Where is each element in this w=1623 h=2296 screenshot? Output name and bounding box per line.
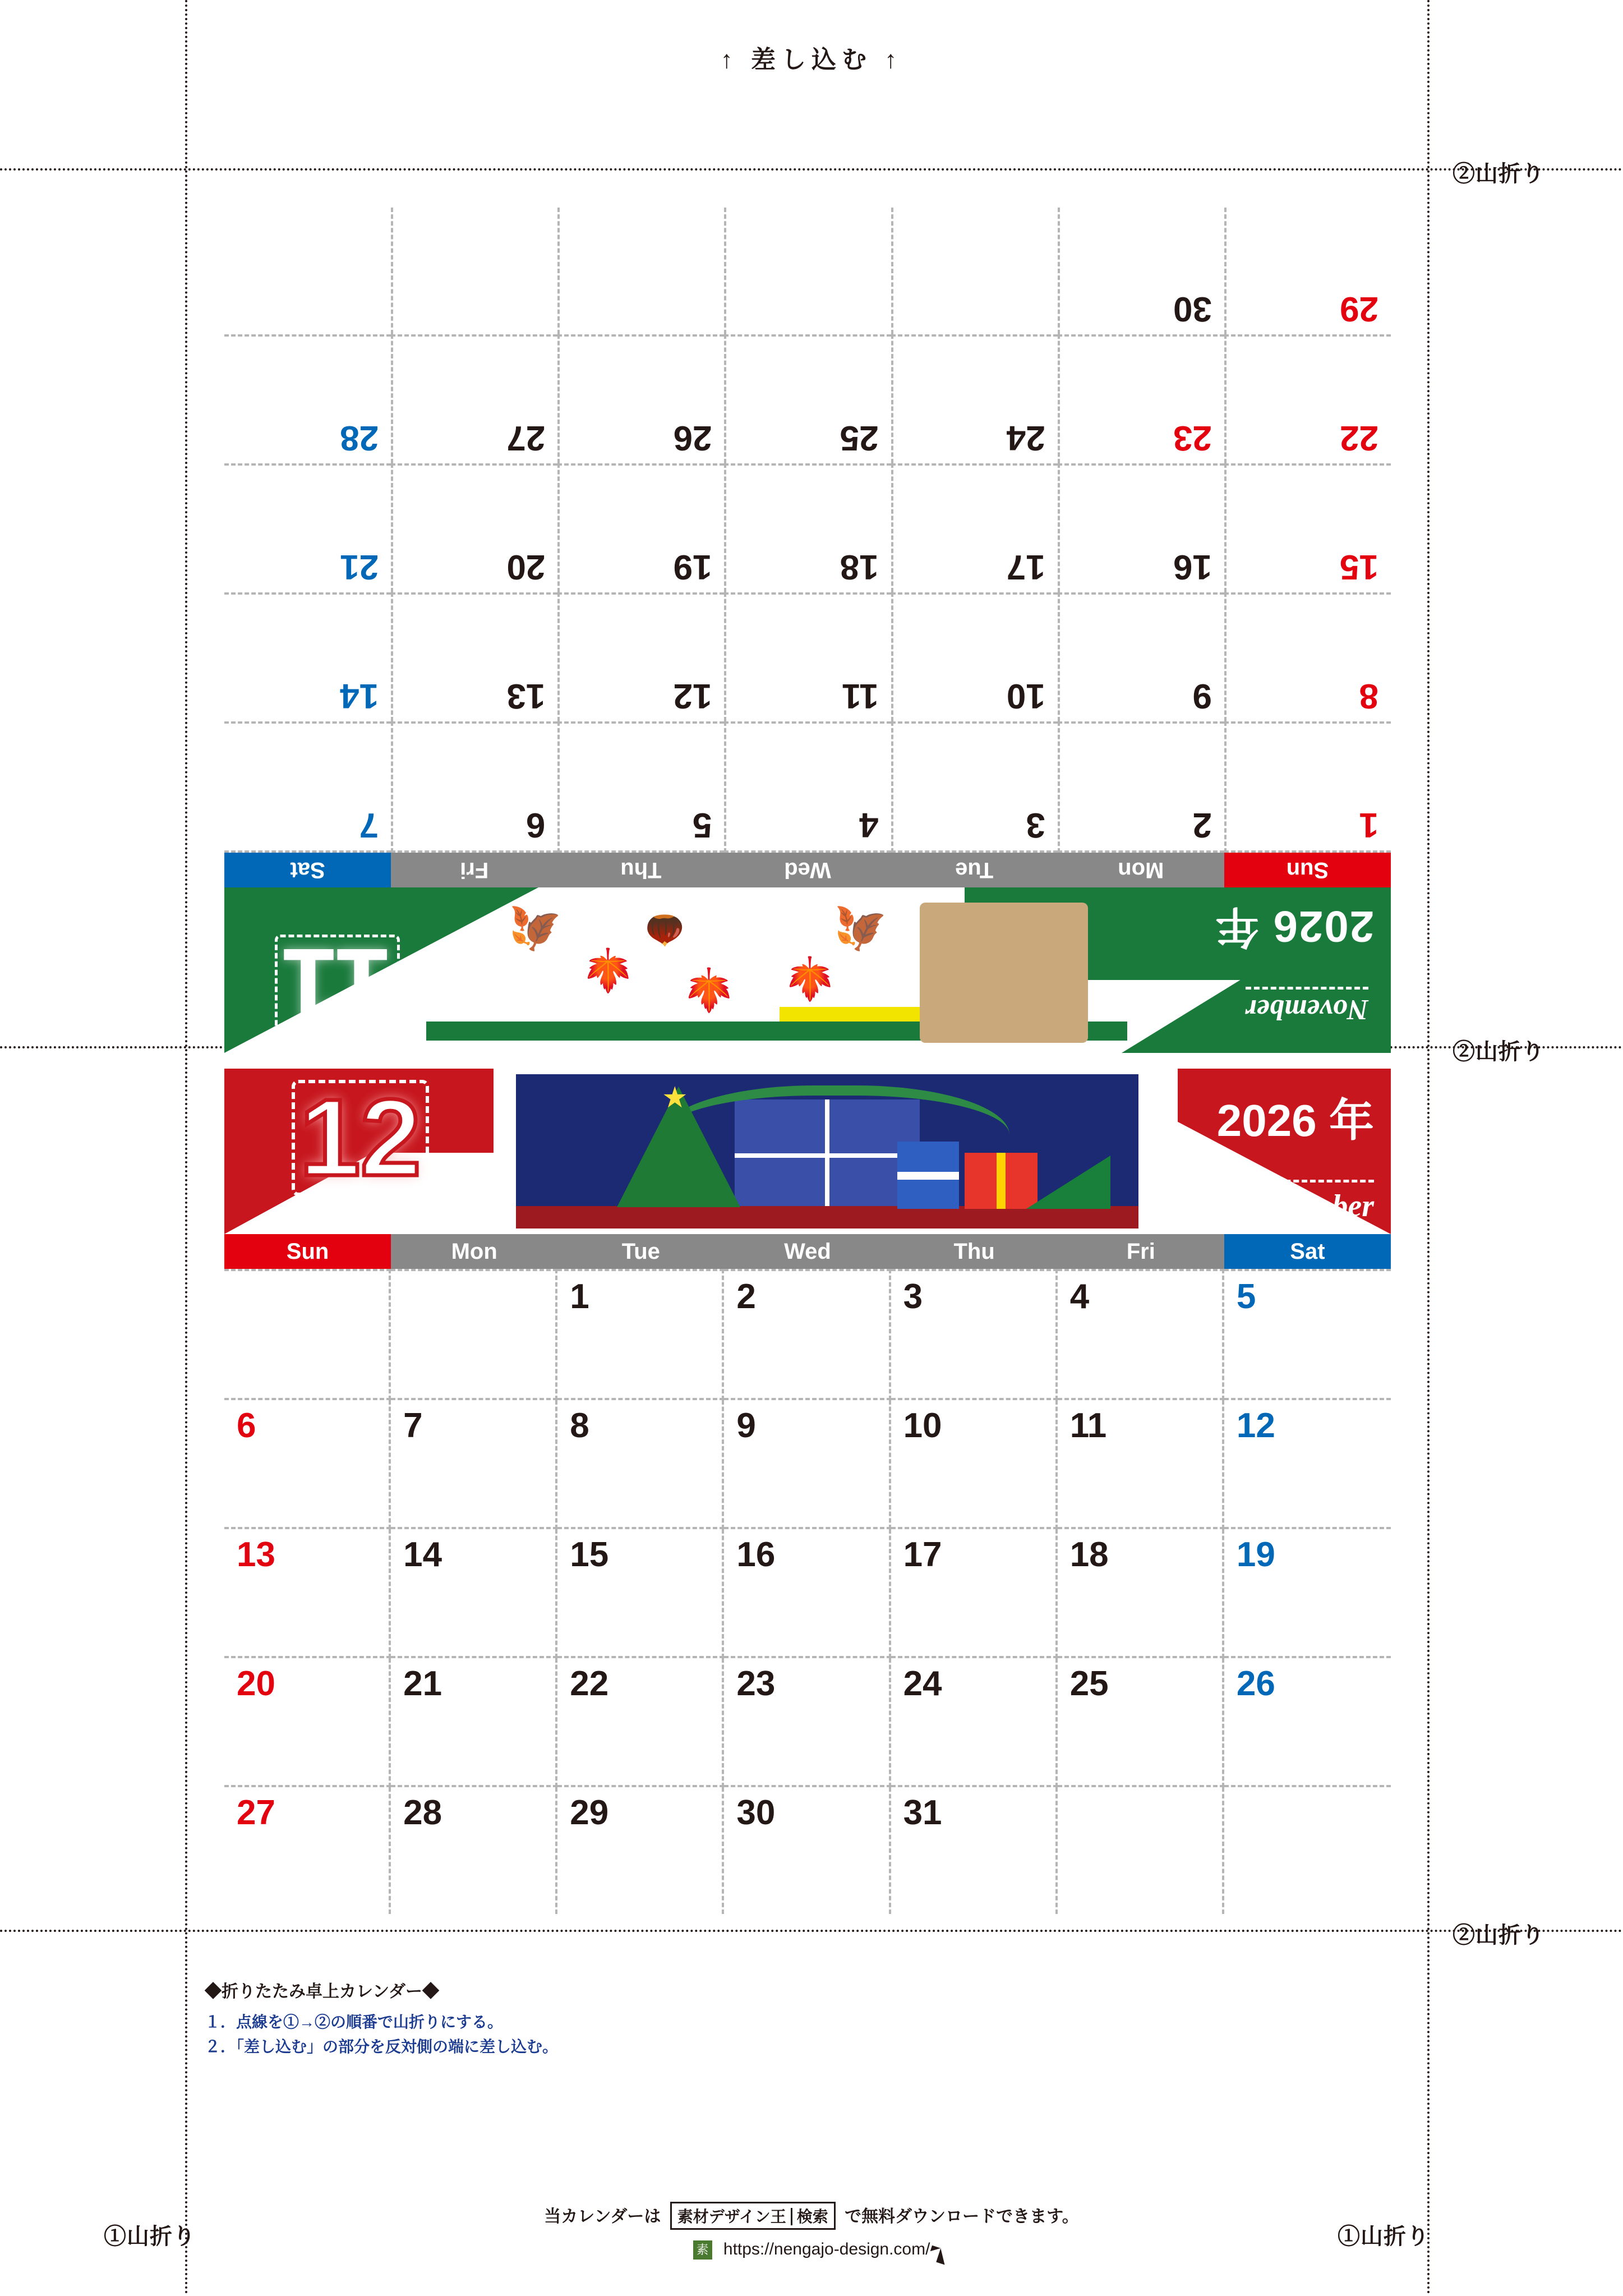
calendar-cell	[1058, 592, 1224, 721]
day-number: 14	[403, 1535, 442, 1574]
calendar-cell	[724, 1400, 891, 1529]
crop-line-right	[1427, 0, 1430, 2296]
calendar-cell	[224, 208, 391, 334]
november-year: 2026 年	[1214, 902, 1374, 951]
day-number: 16	[1173, 547, 1212, 586]
december-weekday-thu: Thu	[891, 1234, 1058, 1269]
november-month-number-text: 11	[275, 935, 400, 1036]
calendar-cell	[391, 721, 557, 853]
search-keyword-box[interactable]	[670, 2202, 836, 2230]
day-number: 25	[840, 418, 879, 457]
november-calendar	[224, 208, 1391, 1053]
december-weekday-fri: Fri	[1058, 1234, 1224, 1269]
fold-line-bottom	[0, 1930, 1623, 1932]
day-number: 23	[1173, 418, 1212, 457]
calendar-cell	[724, 1658, 891, 1787]
promo-prefix: 当カレンダーは	[544, 2207, 661, 2226]
day-number: 12	[673, 677, 712, 715]
day-number: 20	[237, 1664, 275, 1703]
day-number: 8	[570, 1406, 589, 1445]
promo-line-2	[0, 2240, 1623, 2260]
calendar-cell	[1224, 1400, 1391, 1529]
day-number: 9	[1192, 677, 1212, 715]
day-number: 17	[1006, 547, 1045, 586]
promo-box-main: 素材デザイン王	[677, 2208, 786, 2225]
day-number: 8	[1359, 677, 1378, 715]
calendar-cell	[224, 1658, 391, 1787]
calendar-cell	[391, 208, 557, 334]
calendar-cell	[891, 208, 1058, 334]
calendar-cell	[557, 1400, 724, 1529]
notes-title: ◆折りたたみ卓上カレンダー◆	[205, 1982, 440, 2001]
calendar-cell	[1058, 721, 1224, 853]
calendar-cell	[557, 721, 724, 853]
day-number: 7	[403, 1406, 423, 1445]
day-number: 30	[1173, 289, 1212, 328]
day-number: 28	[340, 418, 379, 457]
december-year: 2026 年	[1216, 1096, 1374, 1145]
december-weekday-sat: Sat	[1224, 1234, 1391, 1269]
acorn-icon: 🌰	[645, 913, 684, 949]
calendar-cell	[391, 592, 557, 721]
floor-icon	[516, 1206, 1138, 1228]
november-weekday-wed: Wed	[724, 853, 891, 887]
maple-leaf-icon: 🍁	[683, 967, 735, 1014]
day-number: 21	[340, 547, 379, 586]
instruction-notes	[205, 1977, 558, 2057]
calendar-cell	[891, 334, 1058, 463]
november-weekday-row	[224, 853, 1391, 887]
calendar-cell	[891, 463, 1058, 592]
day-number: 13	[237, 1535, 275, 1574]
calendar-cell	[724, 1787, 891, 1914]
calendar-cell	[224, 1787, 391, 1914]
day-number: 5	[692, 806, 712, 844]
calendar-cell	[391, 1400, 557, 1529]
november-month-number	[275, 926, 400, 1045]
calendar-cell	[1058, 1529, 1224, 1658]
day-number: 5	[1236, 1277, 1256, 1316]
fold-label-middle-right: ②山折り	[1453, 1039, 1544, 1064]
day-number: 12	[1236, 1406, 1275, 1445]
calendar-cell	[1058, 208, 1224, 334]
calendar-cell	[224, 334, 391, 463]
calendar-cell	[557, 1787, 724, 1914]
day-number: 6	[525, 806, 546, 844]
calendar-cell	[891, 1269, 1058, 1400]
day-number: 1	[570, 1277, 589, 1316]
day-number: 2	[1192, 806, 1212, 844]
day-number: 16	[736, 1535, 776, 1574]
fold-label-bottom-right-1: ①山折り	[1338, 2224, 1430, 2249]
day-number: 21	[403, 1664, 442, 1703]
fold-label-bottom-left-1: ①山折り	[104, 2224, 196, 2249]
promo-line-1	[0, 2202, 1623, 2230]
crop-line-left	[185, 0, 187, 2296]
calendar-cell	[1224, 1658, 1391, 1787]
day-number: 25	[1069, 1664, 1109, 1703]
calendar-cell	[1224, 208, 1391, 334]
calendar-cell	[891, 721, 1058, 853]
day-number: 27	[237, 1793, 275, 1832]
december-month-number-text: 12	[292, 1080, 429, 1196]
promo-box-sub: 検索	[791, 2208, 828, 2225]
december-month-number	[292, 1076, 429, 1199]
calendar-cell	[224, 592, 391, 721]
calendar-cell	[557, 1658, 724, 1787]
day-number: 14	[340, 677, 379, 715]
day-number: 24	[1006, 418, 1045, 457]
day-number: 27	[506, 418, 546, 457]
day-number: 17	[903, 1535, 942, 1574]
december-header	[224, 1069, 1391, 1234]
gift-box-blue-icon	[897, 1142, 959, 1209]
calendar-cell	[1058, 334, 1224, 463]
day-number: 7	[359, 806, 379, 844]
day-number: 20	[506, 547, 546, 586]
day-number: 6	[237, 1406, 256, 1445]
calendar-cell	[557, 1269, 724, 1400]
november-weekday-fri: Fri	[391, 853, 557, 887]
day-number: 15	[570, 1535, 609, 1574]
december-weekday-wed: Wed	[724, 1234, 891, 1269]
calendar-cell	[724, 721, 891, 853]
calendar-cell	[1224, 1529, 1391, 1658]
promo-url[interactable]: https://nengajo-design.com/	[723, 2240, 930, 2258]
notes-line-1: １．点線を①→②の順番で山折りにする。	[205, 2013, 504, 2031]
calendar-cell	[724, 592, 891, 721]
day-number: 3	[1026, 806, 1045, 844]
promo-suffix: で無料ダウンロードできます。	[845, 2207, 1079, 2226]
day-number: 19	[1236, 1535, 1275, 1574]
day-number: 2	[736, 1277, 756, 1316]
calendar-cell	[1224, 334, 1391, 463]
calendar-cell	[1058, 1787, 1224, 1914]
day-number: 26	[673, 418, 712, 457]
calendar-cell	[724, 208, 891, 334]
day-number: 18	[840, 547, 879, 586]
calendar-cell	[724, 463, 891, 592]
day-number: 9	[736, 1406, 756, 1445]
notes-line-2: ２．「差し込む」の部分を反対側の端に差し込む。	[205, 2038, 559, 2055]
ginkgo-leaf-icon: 🍂	[509, 905, 561, 952]
squirrel-basket-icon	[920, 903, 1088, 1043]
day-number: 26	[1236, 1664, 1275, 1703]
day-number: 19	[673, 547, 712, 586]
site-logo-icon: 素	[693, 2240, 712, 2260]
november-weekday-sat: Sat	[224, 853, 391, 887]
december-month-en: December	[1243, 1180, 1374, 1224]
calendar-cell	[391, 1269, 557, 1400]
day-number: 4	[859, 806, 879, 844]
calendar-cell	[1058, 1269, 1224, 1400]
fold-label-bottom-right: ②山折り	[1453, 1923, 1544, 1948]
november-illustration	[426, 887, 1127, 1053]
day-number: 18	[1069, 1535, 1109, 1574]
calendar-cell	[391, 334, 557, 463]
day-number: 22	[570, 1664, 609, 1703]
calendar-cell	[557, 463, 724, 592]
calendar-cell	[391, 1787, 557, 1914]
november-weekday-mon: Mon	[1058, 853, 1224, 887]
day-number: 1	[1359, 806, 1378, 844]
calendar-cell	[891, 1658, 1058, 1787]
day-number: 29	[570, 1793, 609, 1832]
day-number: 11	[842, 677, 879, 715]
day-number: 13	[506, 677, 546, 715]
maple-leaf-icon: 🍁	[783, 956, 836, 1002]
day-number: 28	[403, 1793, 442, 1832]
insert-label: ↑ 差し込む ↑	[720, 46, 903, 73]
day-number: 29	[1340, 289, 1378, 328]
day-number: 24	[903, 1664, 942, 1703]
fold-label-top-right: ②山折り	[1453, 162, 1544, 186]
calendar-cell	[724, 1269, 891, 1400]
december-illustration	[494, 1069, 1178, 1234]
calendar-cell	[391, 1529, 557, 1658]
december-weekday-row	[224, 1234, 1391, 1269]
november-header	[224, 887, 1391, 1053]
calendar-cell	[557, 208, 724, 334]
calendar-cell	[1224, 1787, 1391, 1914]
day-number: 10	[1006, 677, 1045, 715]
day-number: 3	[903, 1277, 923, 1316]
calendar-cell	[891, 1529, 1058, 1658]
day-number: 15	[1340, 547, 1378, 586]
calendar-cell	[224, 1529, 391, 1658]
december-weekday-tue: Tue	[557, 1234, 724, 1269]
day-number: 4	[1069, 1277, 1090, 1316]
calendar-cell	[1058, 1400, 1224, 1529]
calendar-cell	[724, 1529, 891, 1658]
day-number: 22	[1340, 418, 1378, 457]
ginkgo-leaf-icon: 🍂	[834, 905, 886, 952]
december-weekday-sun: Sun	[224, 1234, 391, 1269]
november-day-grid	[224, 208, 1391, 853]
november-weekday-sun: Sun	[1224, 853, 1391, 887]
calendar-cell	[224, 721, 391, 853]
calendar-cell	[557, 1529, 724, 1658]
november-weekday-thu: Thu	[557, 853, 724, 887]
december-weekday-mon: Mon	[391, 1234, 557, 1269]
day-number: 23	[736, 1664, 776, 1703]
calendar-cell	[891, 1400, 1058, 1529]
fold-line-top	[0, 168, 1623, 171]
gift-box-red-icon	[965, 1153, 1038, 1209]
day-number: 31	[903, 1793, 942, 1832]
calendar-cell	[557, 334, 724, 463]
maple-leaf-icon: 🍁	[582, 947, 634, 994]
calendar-cell	[1058, 463, 1224, 592]
calendar-cell	[1224, 1269, 1391, 1400]
november-weekday-tue: Tue	[891, 853, 1058, 887]
star-icon: ★	[662, 1082, 688, 1114]
calendar-cell	[557, 592, 724, 721]
day-number: 10	[903, 1406, 942, 1445]
day-number: 30	[736, 1793, 776, 1832]
december-calendar	[224, 1069, 1391, 1914]
day-number: 11	[1069, 1406, 1107, 1445]
promo-block	[0, 2202, 1623, 2260]
calendar-cell	[1058, 1658, 1224, 1787]
calendar-cell	[1224, 721, 1391, 853]
november-month-en: November	[1246, 987, 1368, 1026]
calendar-cell	[724, 334, 891, 463]
december-day-grid	[224, 1269, 1391, 1914]
calendar-cell	[224, 1269, 391, 1400]
calendar-cell	[391, 1658, 557, 1787]
calendar-cell	[1224, 463, 1391, 592]
calendar-cell	[224, 1400, 391, 1529]
calendar-cell	[224, 463, 391, 592]
calendar-cell	[891, 1787, 1058, 1914]
calendar-cell	[1224, 592, 1391, 721]
calendar-cell	[891, 592, 1058, 721]
calendar-cell	[391, 463, 557, 592]
